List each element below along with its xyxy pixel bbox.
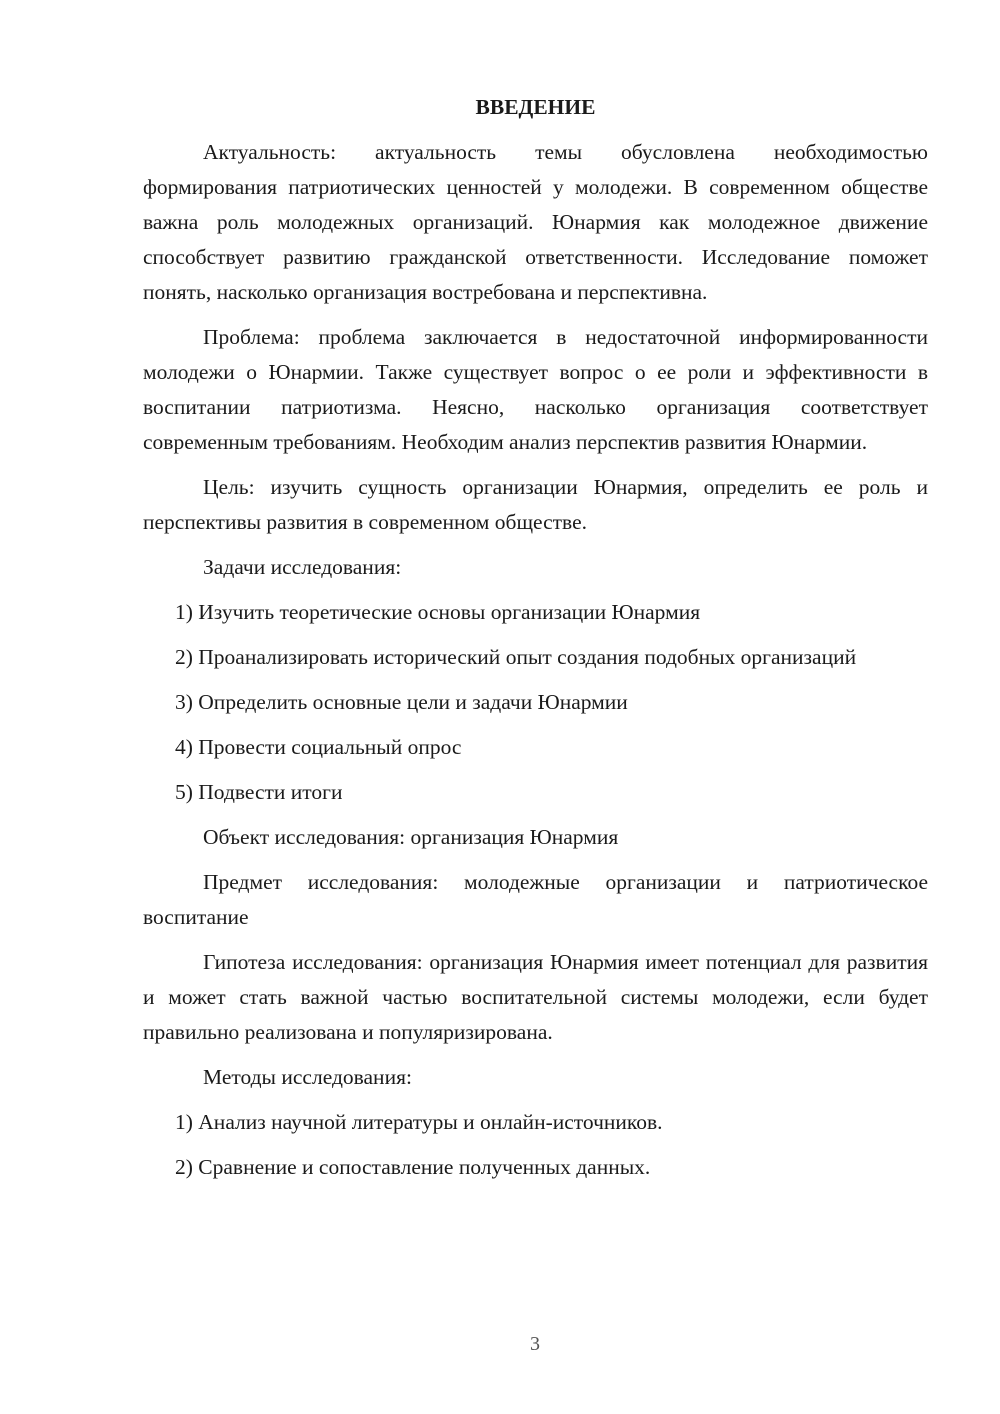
goal-paragraph: Цель: изучить сущность организации Юнармия, определить ее роль и перспективы развития в современном обществе.: [143, 475, 928, 534]
object-paragraph: Объект исследования: организация Юнармия: [203, 825, 619, 849]
method-item: 1) Анализ научной литературы и онлайн-источников.: [175, 1110, 663, 1134]
hypothesis-paragraph: Гипотеза исследования: организация Юнармия имеет потенциал для развития и может стать важной частью воспитательной системы молодежи, если будет правильно реализована и популяризирована.: [143, 950, 928, 1044]
page-title: ВВЕДЕНИЕ: [475, 95, 596, 119]
task-item: 2) Проанализировать исторический опыт создания подобных организаций: [175, 645, 857, 669]
task-item: 3) Определить основные цели и задачи Юнармии: [175, 690, 628, 714]
methods-heading: Методы исследования:: [203, 1065, 412, 1089]
task-item: 5) Подвести итоги: [175, 780, 343, 804]
page-number: 3: [530, 1333, 540, 1355]
subject-paragraph: Предмет исследования: молодежные организации и патриотическое воспитание: [143, 870, 928, 929]
task-item: 1) Изучить теоретические основы организации Юнармия: [175, 600, 701, 624]
tasks-heading: Задачи исследования:: [203, 555, 402, 579]
document-page: [143, 90, 928, 1195]
problem-paragraph: Проблема: проблема заключается в недостаточной информированности молодежи о Юнармии. Также существует вопрос о ее роли и эффективности в воспитании патриотизма. Неясно, насколько организация соответствует современным требованиям. Необходим анализ перспектив развития Юнармии.: [143, 325, 928, 454]
task-item: 4) Провести социальный опрос: [175, 735, 462, 759]
method-item: 2) Сравнение и сопоставление полученных данных.: [175, 1155, 651, 1179]
relevance-paragraph: Актуальность: актуальность темы обусловлена необходимостью формирования патриотических ценностей у молодежи. В современном обществе важна роль молодежных организаций. Юнармия как молодежное движение способствует развитию гражданской ответственности. Исследование поможет понять, насколько организация востребована и перспективна.: [143, 140, 928, 304]
